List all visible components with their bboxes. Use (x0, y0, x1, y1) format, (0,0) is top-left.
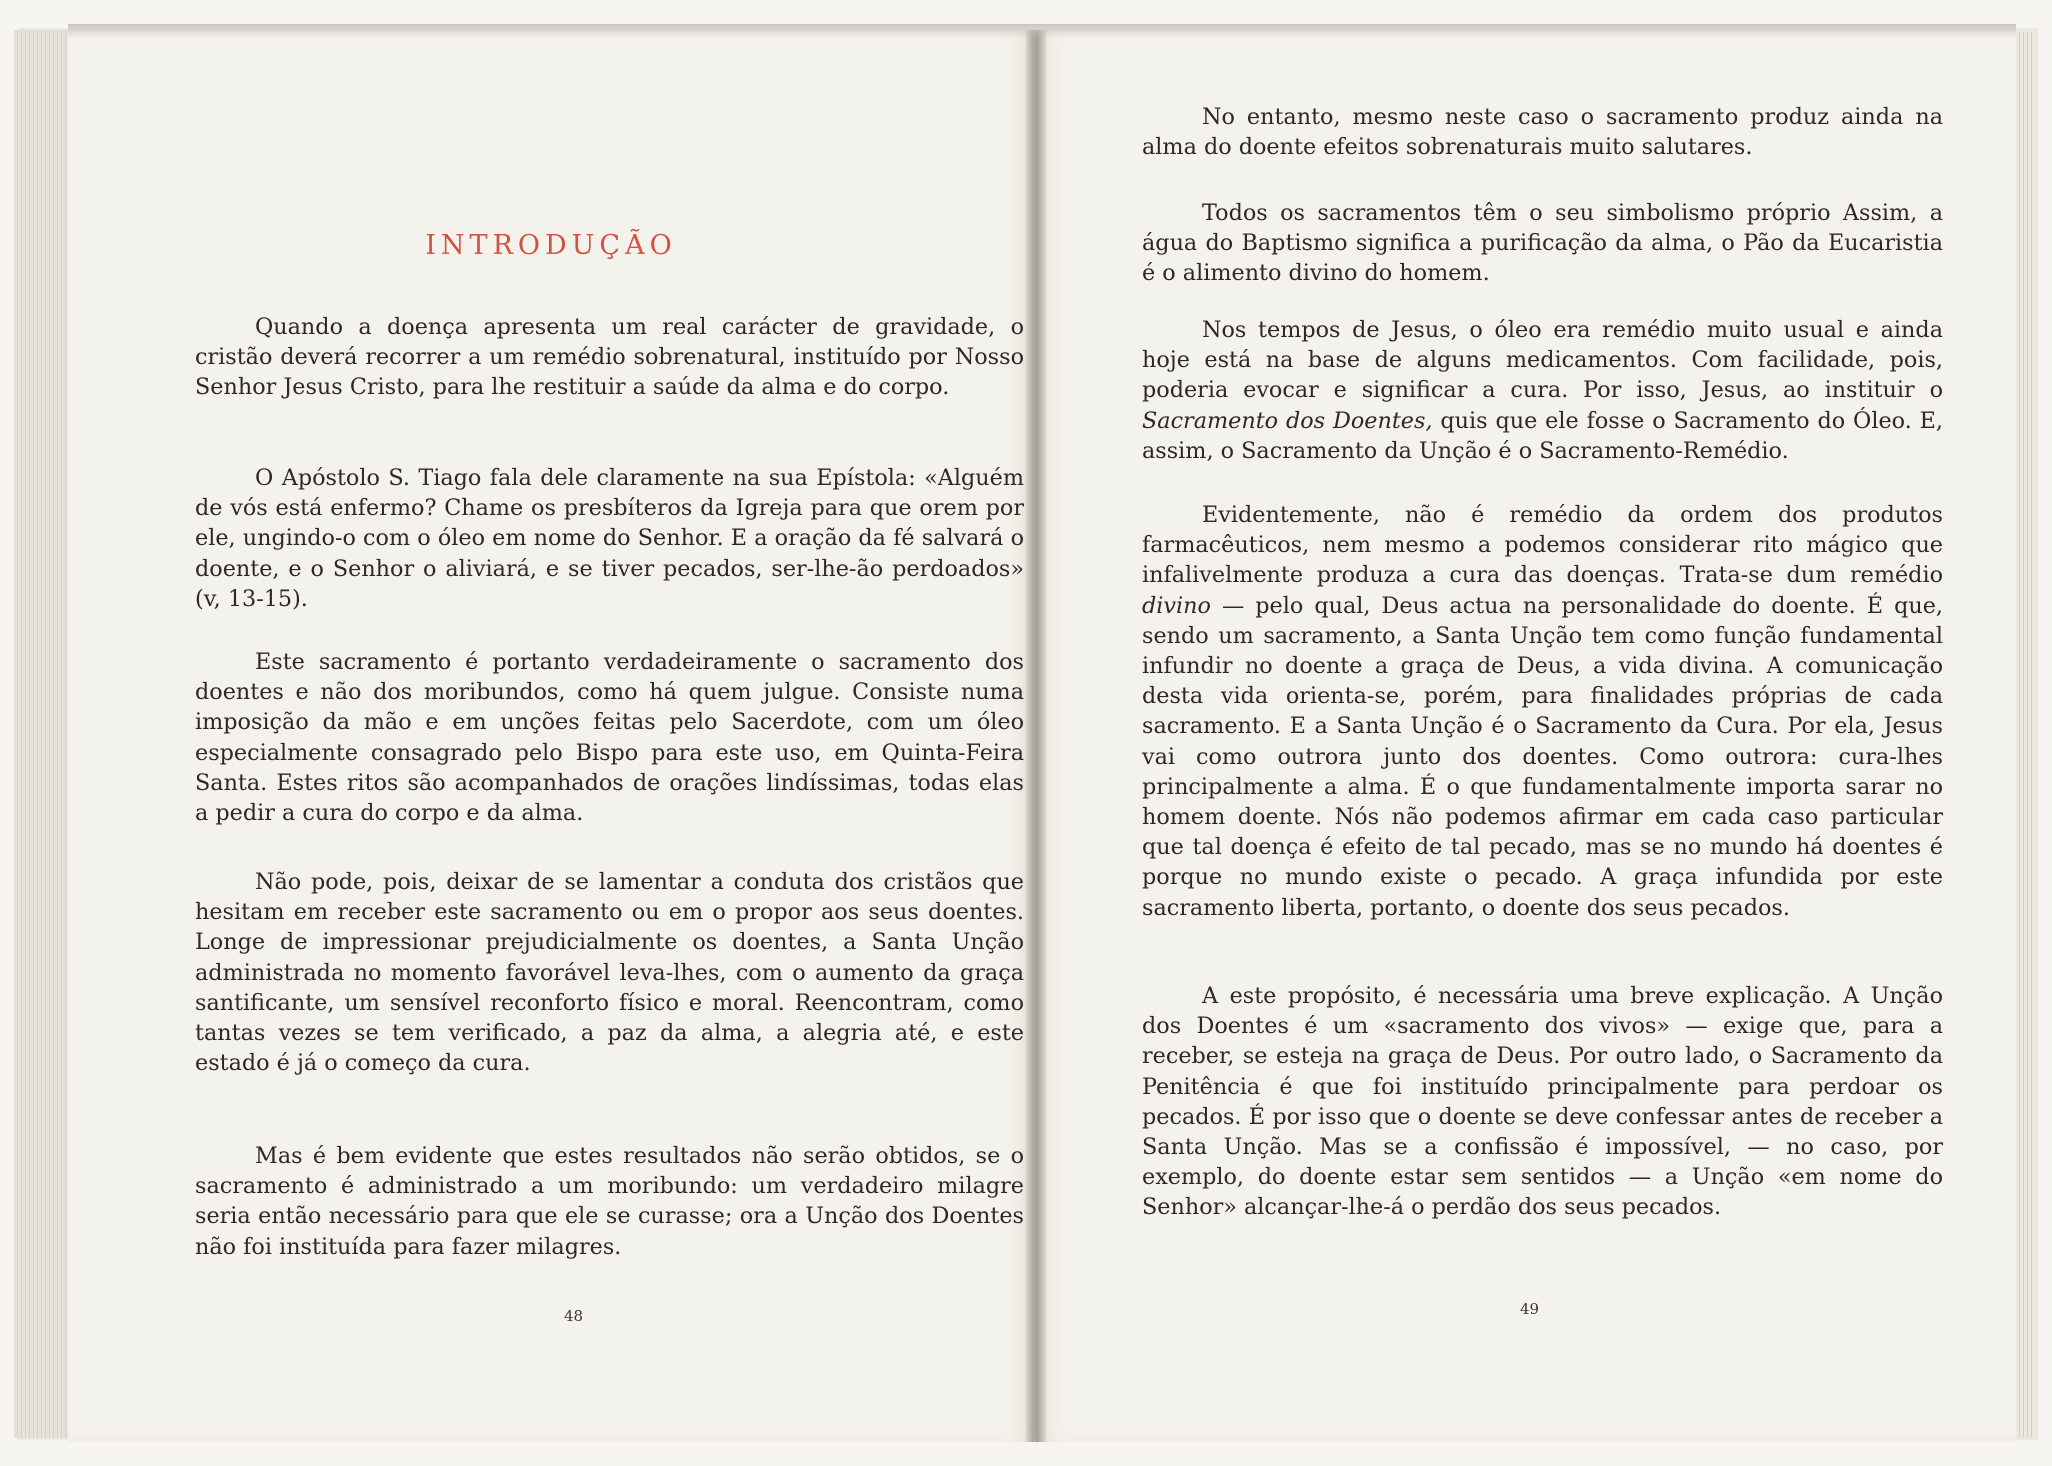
left-page (68, 30, 1034, 1442)
top-edge-shadow (68, 24, 2016, 38)
book-gutter (1026, 30, 1046, 1442)
right-page (1036, 30, 2016, 1442)
page-number-right: 49 (1520, 1300, 1540, 1318)
italic-term-divino: divino (1142, 592, 1211, 619)
chapter-title: INTRODUÇÃO (425, 230, 677, 261)
right-paragraph-1: No entanto, mesmo neste caso o sacramento produz ainda na alma do doente efeitos sobrenaturais muito salutares. (1142, 104, 1943, 161)
right-paragraph-2: Todos os sacramentos têm o seu simbolismo próprio Assim, a água do Baptismo significa a purificação da alma, o Pão da Eucaristia é o alimento divino do homem. (1142, 200, 1943, 287)
left-paragraph-3: Este sacramento é portanto verdadeiramente o sacramento dos doentes e não dos moribundos, como há quem julgue. Consiste numa imposição da mão e em unções feitas pelo Sacerdote, com um óleo especialmente consagrado pelo Bispo para este uso, em Quinta-Feira Santa. Estes ritos são acompanhados de orações lindíssimas, todas elas a pedir a cura do corpo e da alma. (195, 649, 1024, 827)
left-paragraph-2: O Apóstolo S. Tiago fala dele claramente na sua Epístola: «Alguém de vós está enfermo? Chame os presbíteros da Igreja para que orem por ele, ungindo-o com o óleo em nome do Senhor. E a oração da fé salvará o doente, e o Senhor o aliviará, e se tiver pecados, ser-lhe-ão perdoados» (v, 13-15). (195, 465, 1024, 612)
left-paragraph-5: Mas é bem evidente que estes resultados não serão obtidos, se o sacramento é administrado a um moribundo: um verdadeiro milagre seria então necessário para que ele se curasse; ora a Unção dos Doentes não foi instituída para fazer milagres. (195, 1143, 1024, 1260)
right-paragraph-3: Nos tempos de Jesus, o óleo era remédio muito usual e ainda hoje está na base de alguns medicamentos. Com facilidade, pois, poderia evocar e significar a cura. Por isso, Jesus, ao instituir o Sacramento dos Doentes, quis que ele fosse o Sacramento do Óleo. E, assim, o Sacramento da Unção é o Sacramento-Remédio. (1142, 317, 1944, 464)
page-number-left: 48 (564, 1307, 584, 1325)
italic-term-sacramento-dos-doentes: Sacramento dos Doentes, (1142, 407, 1433, 434)
left-page-edges (14, 30, 74, 1438)
left-paragraph-4: Não pode, pois, deixar de se lamentar a conduta dos cristãos que hesitam em receber este sacramento ou em o propor aos seus doentes. Longe de impressionar prejudicialmente os doentes, a Santa Unção administrada no momento favorável leva-lhes, com o aumento da graça santificante, um sensível reconforto físico e moral. Reencontram, como tantas vezes se tem verificado, a paz da alma, a alegria até, e este estado é já o começo da cura. (195, 869, 1024, 1077)
left-paragraph-1: Quando a doença apresenta um real carácter de gravidade, o cristão deverá recorrer a um remédio sobrenatural, instituído por Nosso Senhor Jesus Cristo, para lhe restituir a saúde da alma e do corpo. (195, 314, 1024, 401)
right-paragraph-4: Evidentemente, não é remédio da ordem dos produtos farmacêuticos, nem mesmo a podemos considerar rito mágico que infalivelmente produza a cura das doenças. Trata-se dum remédio divino — pelo qual, Deus actua na personalidade do doente. É que, sendo um sacramento, a Santa Unção tem como função fundamental infundir no doente a graça de Deus, a vida divina. A comunicação desta vida orienta-se, porém, para finalidades próprias de cada sacramento. E a Santa Unção é o Sacramento da Cura. Por ela, Jesus vai como outrora junto dos doentes. Como outrora: cura-lhes principalmente a alma. É o que fundamentalmente importa sarar no homem doente. Nós não podemos afirmar em cada caso particular que tal doença é efeito de tal pecado, mas se no mundo há doentes é porque no mundo existe o pecado. A graça infundida por este sacramento liberta, portanto, o doente dos seus pecados. (1142, 502, 1943, 921)
right-paragraph-5: A este propósito, é necessária uma breve explicação. A Unção dos Doentes é um «sacramento dos vivos» — exige que, para a receber, se esteja na graça de Deus. Por outro lado, o Sacramento da Penitência é que foi instituído principalmente para perdoar os pecados. É por isso que o doente se deve confessar antes de receber a Santa Unção. Mas se a confissão é impossível, — no caso, por exemplo, do doente estar sem sentidos — a Unção «em nome do Senhor» alcançar-lhe-á o perdão dos seus pecados. (1142, 983, 1943, 1221)
